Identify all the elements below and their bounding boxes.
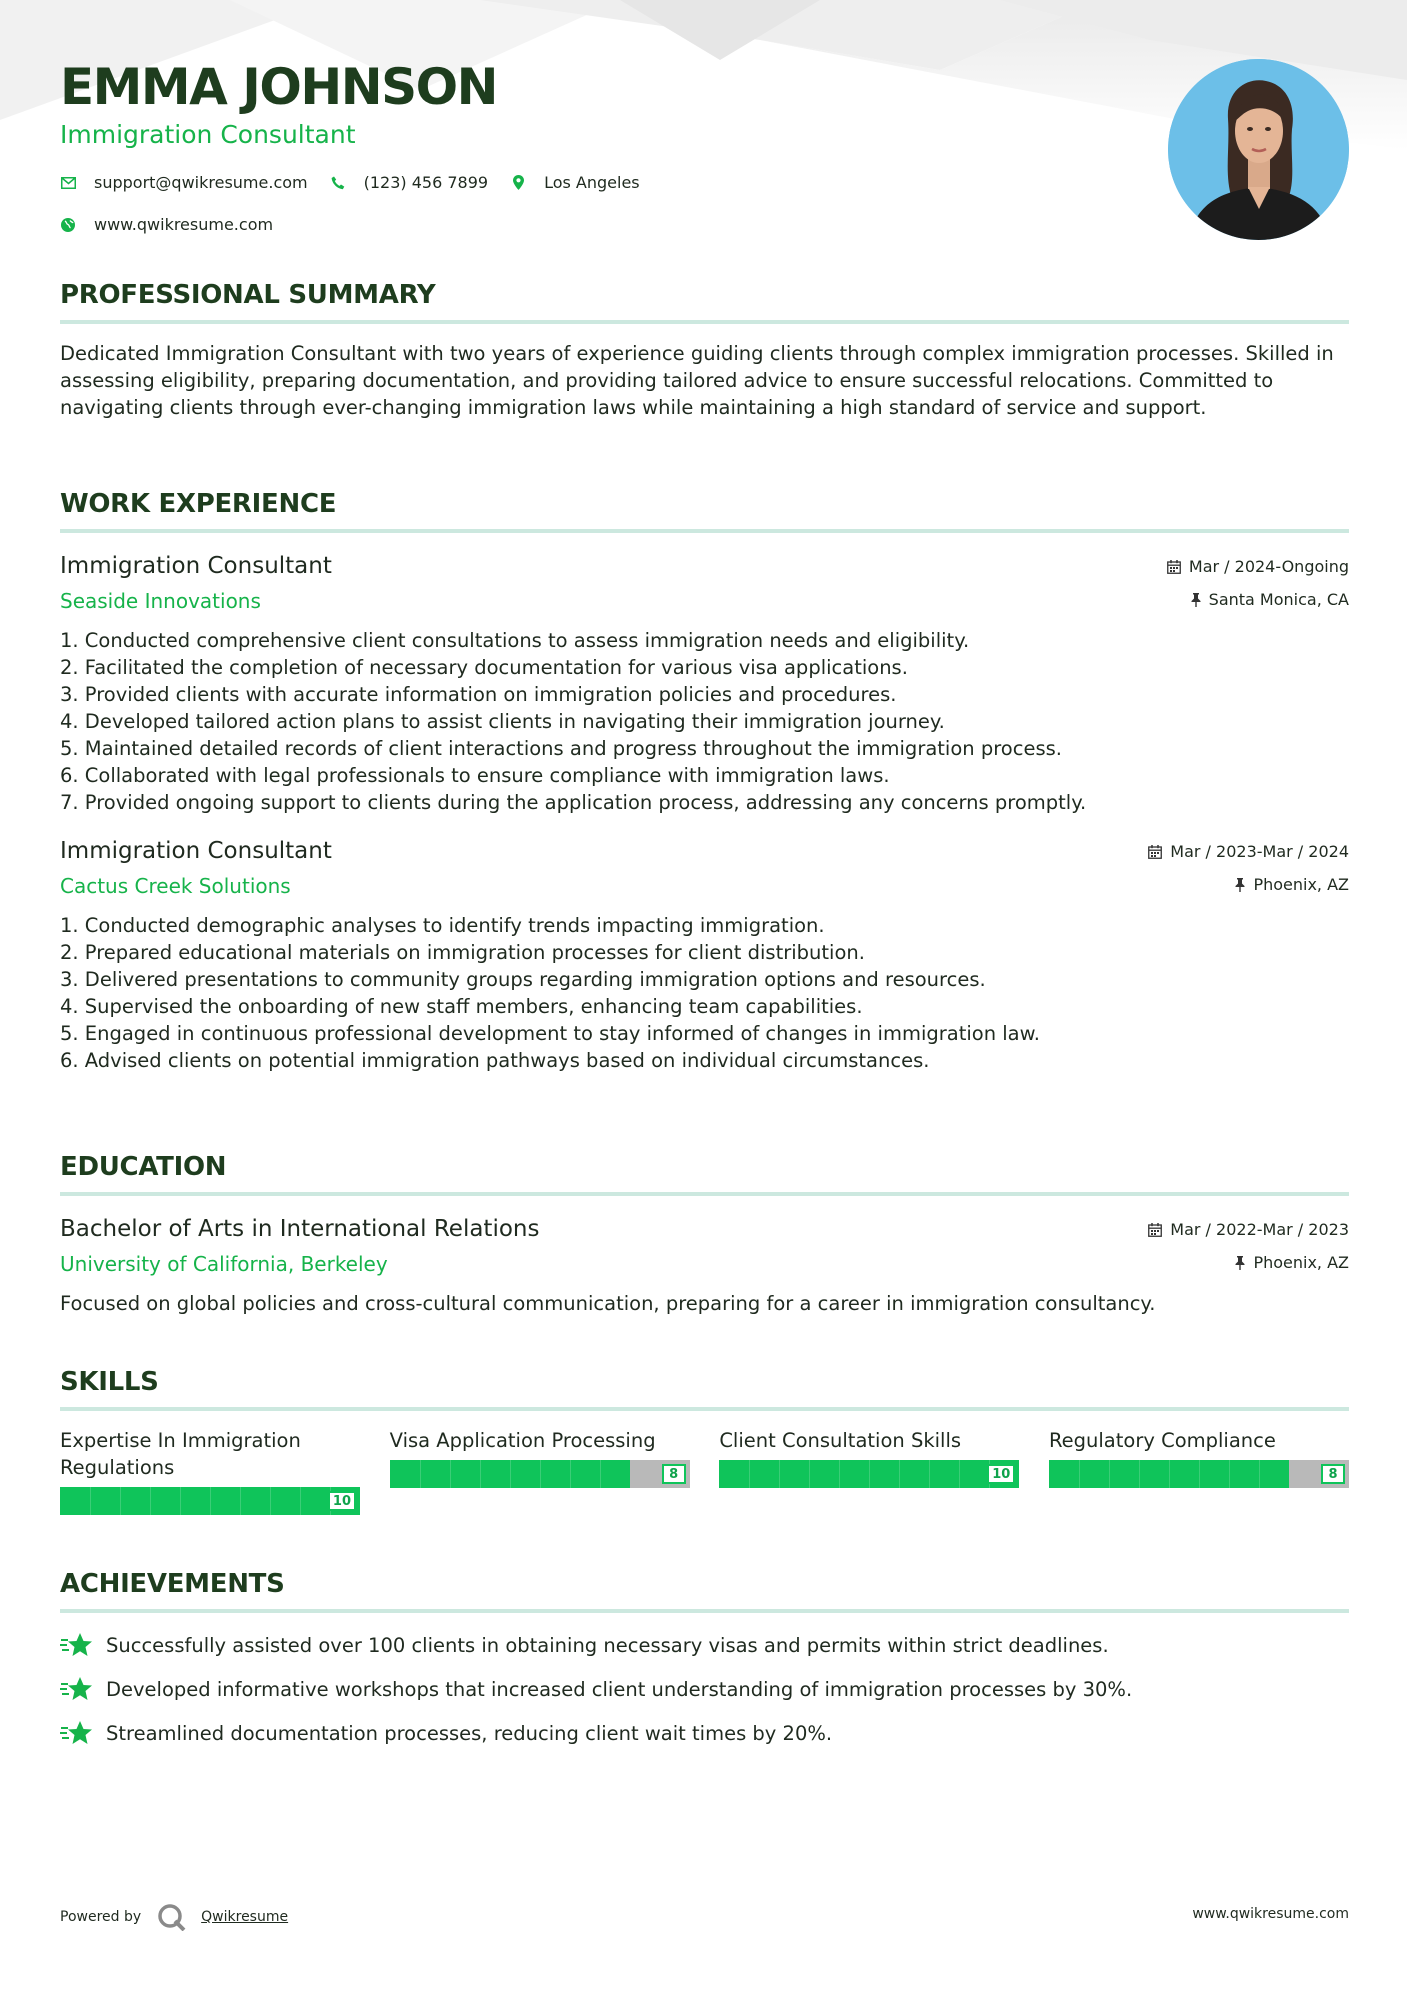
contact-row xyxy=(60,173,662,192)
school: University of California, Berkeley xyxy=(60,1252,388,1276)
education-location xyxy=(1235,1253,1349,1272)
skill-bar xyxy=(719,1460,1019,1488)
skill-segment xyxy=(540,1460,541,1488)
contact-location xyxy=(510,173,640,192)
achievement-text: Successfully assisted over 100 clients in obtaining necessary visas and permits within strict deadlines. xyxy=(106,1633,1109,1657)
education-date-text: Mar / 2022-Mar / 2023 xyxy=(1170,1220,1349,1239)
contact-row-2 xyxy=(60,215,295,234)
globe-icon xyxy=(60,217,76,233)
section-heading: ACHIEVEMENTS xyxy=(60,1569,1349,1613)
list-item: 6. Advised clients on potential immigration pathways based on individual circumstances. xyxy=(60,1049,930,1072)
summary-text: Dedicated Immigration Consultant with two years of experience guiding clients through complex immigration processes. Skilled in assessing eligibility, preparing documentation, and providing tailored advice to ensure successful relocations. Committed to navigating clients through ever-changing immigration laws while maintaining a high standard of service and support. xyxy=(60,342,1334,419)
contact-phone[interactable] xyxy=(330,173,488,192)
list-item: 7. Provided ongoing support to clients during the application process, addressing any concerns promptly. xyxy=(60,791,1087,814)
skill-segment xyxy=(1229,1460,1230,1488)
pushpin-icon xyxy=(1235,1256,1245,1270)
section-heading: PROFESSIONAL SUMMARY xyxy=(60,280,1349,324)
list-item: 5. Maintained detailed records of client interactions and progress throughout the immigration process. xyxy=(60,737,1062,760)
skill-segment xyxy=(450,1460,451,1488)
skill-level: 8 xyxy=(1321,1464,1345,1484)
summary-section xyxy=(60,280,1349,421)
star-icon xyxy=(60,1676,94,1702)
skill-segment xyxy=(839,1460,840,1488)
envelope-icon xyxy=(60,175,76,191)
skill-item xyxy=(719,1427,1019,1515)
phone-text: (123) 456 7899 xyxy=(363,173,489,192)
skill-bar xyxy=(390,1460,690,1488)
footer-url[interactable]: www.qwikresume.com xyxy=(1192,1906,1349,1922)
education-description: Focused on global policies and cross-cultural communication, preparing for a career in immigration consultancy. xyxy=(60,1292,1156,1315)
calendar-icon xyxy=(1148,845,1162,859)
job-date-text: Mar / 2024-Ongoing xyxy=(1188,557,1349,576)
list-item: 4. Supervised the onboarding of new staff members, enhancing team capabilities. xyxy=(60,995,863,1018)
list-item: 1. Conducted comprehensive client consultations to assess immigration needs and eligibility. xyxy=(60,629,970,652)
section-heading: EDUCATION xyxy=(60,1152,1349,1196)
list-item xyxy=(60,1667,1349,1711)
education-entry xyxy=(60,1216,1349,1317)
skill-segment xyxy=(210,1487,211,1515)
contact-email[interactable] xyxy=(60,173,308,192)
list-item xyxy=(60,1711,1349,1755)
job-location-text: Santa Monica, CA xyxy=(1208,590,1349,609)
skills-section xyxy=(60,1367,1349,1515)
skill-segment xyxy=(779,1460,780,1488)
achievements-section xyxy=(60,1569,1349,1755)
skill-segment xyxy=(570,1460,571,1488)
map-pin-icon xyxy=(510,175,526,191)
list-item: 5. Engaged in continuous professional development to stay informed of changes in immigration law. xyxy=(60,1022,1040,1045)
skill-level: 10 xyxy=(328,1491,356,1511)
skill-segment xyxy=(869,1460,870,1488)
job-location xyxy=(1191,590,1349,609)
job-entry xyxy=(60,553,1349,816)
location-text: Los Angeles xyxy=(544,173,640,192)
degree: Bachelor of Arts in International Relations xyxy=(60,1216,540,1242)
list-item: 2. Prepared educational materials on immigration processes for client distribution. xyxy=(60,941,865,964)
skill-segment xyxy=(90,1487,91,1515)
skill-segment xyxy=(1139,1460,1140,1488)
skill-segment xyxy=(1169,1460,1170,1488)
skill-item xyxy=(1049,1427,1349,1515)
skill-segment xyxy=(1079,1460,1080,1488)
achievement-text: Streamlined documentation processes, reducing client wait times by 20%. xyxy=(106,1721,833,1745)
skill-level: 10 xyxy=(987,1464,1015,1484)
skill-segment xyxy=(300,1487,301,1515)
skill-fill xyxy=(1049,1460,1289,1488)
education-section xyxy=(60,1152,1349,1317)
qwikresume-logo-icon xyxy=(157,1903,187,1931)
skill-name: Regulatory Compliance xyxy=(1048,1429,1276,1452)
job-bullets xyxy=(60,912,1349,1074)
footer xyxy=(60,1897,1349,1931)
skill-segment xyxy=(929,1460,930,1488)
pushpin-icon xyxy=(1191,593,1201,607)
list-item xyxy=(60,1623,1349,1667)
list-item: 6. Collaborated with legal professionals to ensure compliance with immigration laws. xyxy=(60,764,890,787)
powered-by-label: Powered by xyxy=(60,1909,142,1925)
email-text: support@qwikresume.com xyxy=(94,173,308,192)
job-date xyxy=(1167,557,1349,576)
skill-bar xyxy=(60,1487,360,1515)
skill-name: Client Consultation Skills xyxy=(719,1429,962,1452)
job-role: Immigration Consultant xyxy=(60,838,332,864)
list-item: 3. Delivered presentations to community groups regarding immigration options and resources. xyxy=(60,968,986,991)
website-text: www.qwikresume.com xyxy=(94,215,274,234)
skill-segment xyxy=(420,1460,421,1488)
skill-item xyxy=(390,1427,690,1515)
job-date xyxy=(1148,842,1349,861)
achievements-list xyxy=(60,1623,1349,1755)
achievement-text: Developed informative workshops that increased client understanding of immigration processes by 30%. xyxy=(106,1677,1133,1701)
skill-segment xyxy=(270,1487,271,1515)
job-company: Cactus Creek Solutions xyxy=(60,874,291,898)
skill-segment xyxy=(959,1460,960,1488)
skill-segment xyxy=(1199,1460,1200,1488)
skill-fill xyxy=(390,1460,630,1488)
experience-section xyxy=(60,489,1349,1074)
powered-by xyxy=(60,1903,288,1931)
skill-segment xyxy=(180,1487,181,1515)
job-bullets xyxy=(60,627,1349,816)
list-item: 2. Facilitated the completion of necessary documentation for various visa applications. xyxy=(60,656,908,679)
section-heading: SKILLS xyxy=(60,1367,1349,1411)
profile-photo xyxy=(1168,59,1349,240)
skill-segment xyxy=(1109,1460,1110,1488)
skill-segment xyxy=(899,1460,900,1488)
skill-segment xyxy=(120,1487,121,1515)
job-company: Seaside Innovations xyxy=(60,589,261,613)
list-item: 3. Provided clients with accurate information on immigration policies and procedures. xyxy=(60,683,897,706)
skill-item xyxy=(60,1427,360,1515)
job-date-text: Mar / 2023-Mar / 2024 xyxy=(1170,842,1349,861)
education-location-text: Phoenix, AZ xyxy=(1253,1253,1349,1272)
candidate-name: EMMA JOHNSON xyxy=(60,58,497,116)
skill-segment xyxy=(510,1460,511,1488)
skills-list xyxy=(60,1427,1349,1515)
star-icon xyxy=(60,1720,94,1746)
skill-bar xyxy=(1049,1460,1349,1488)
section-heading: WORK EXPERIENCE xyxy=(60,489,1349,533)
skill-segment xyxy=(240,1487,241,1515)
job-location-text: Phoenix, AZ xyxy=(1253,875,1349,894)
star-icon xyxy=(60,1632,94,1658)
calendar-icon xyxy=(1148,1223,1162,1237)
job-role: Immigration Consultant xyxy=(60,553,332,579)
skill-fill xyxy=(719,1460,1019,1488)
pushpin-icon xyxy=(1235,878,1245,892)
job-location xyxy=(1235,875,1349,894)
skill-fill xyxy=(60,1487,360,1515)
skill-name: Visa Application Processing xyxy=(389,1429,656,1452)
skill-segment xyxy=(600,1460,601,1488)
skill-segment xyxy=(809,1460,810,1488)
education-date xyxy=(1148,1220,1349,1239)
skill-segment xyxy=(480,1460,481,1488)
skill-segment xyxy=(1259,1460,1260,1488)
candidate-title: Immigration Consultant xyxy=(60,120,356,149)
skill-name: Expertise In Immigration Regulations xyxy=(60,1429,301,1479)
skill-level: 8 xyxy=(662,1464,686,1484)
list-item: 1. Conducted demographic analyses to identify trends impacting immigration. xyxy=(60,914,825,937)
list-item: 4. Developed tailored action plans to assist clients in navigating their immigration journey. xyxy=(60,710,945,733)
calendar-icon xyxy=(1167,560,1181,574)
phone-icon xyxy=(330,175,346,191)
contact-website[interactable] xyxy=(60,215,273,234)
skill-segment xyxy=(150,1487,151,1515)
job-entry xyxy=(60,838,1349,1074)
brand-link[interactable]: Qwikresume xyxy=(201,1909,289,1925)
skill-segment xyxy=(749,1460,750,1488)
